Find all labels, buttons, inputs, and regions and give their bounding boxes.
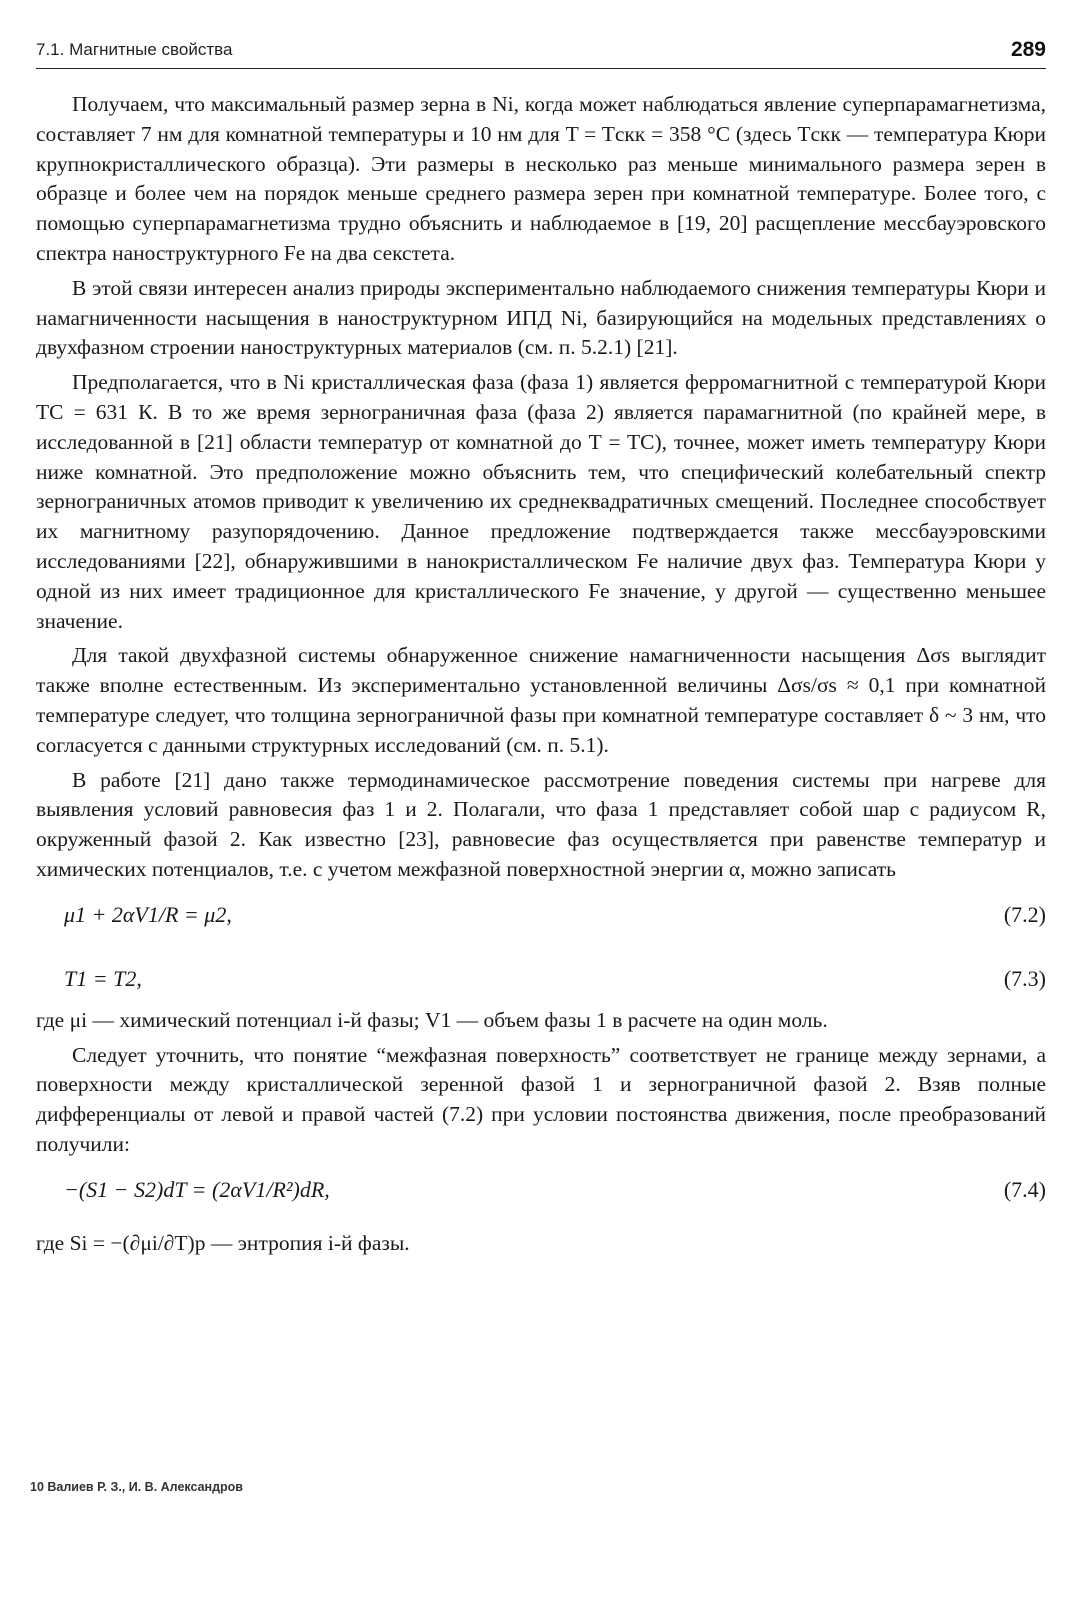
equation-number: (7.2) (1003, 901, 1046, 927)
section-title: 7.1. Магнитные свойства (36, 40, 233, 59)
paragraph: Следует уточнить, что понятие “межфазная поверхность” соответствует не границе между зернами, а поверхности между кристаллической зеренной фазой 1 и зернограничной фазой 2. Взяв полные дифференциалы от левой и правой частей (7.2) при условии постоянства движения, после преобразований получили: (36, 1042, 1046, 1156)
equation-formula: μ1 + 2αV1/R = μ2, (64, 901, 232, 927)
paragraph: В работе [21] дано также термодинамическое рассмотрение поведения системы при нагреве для выявления условий равновесия фаз 1 и 2. Полагали, что фаза 1 представляет собой шар с радиусом R, окруженный фазой 2. Как известно [23], равновесие фаз осуществляется при равенстве температур и химических потенциалов, т.е. с учетом межфазной поверхностной энергии α, можно записать (36, 767, 1046, 881)
body-text (36, 90, 1046, 1264)
equation-7-4 (36, 1165, 1046, 1229)
equation-formula: T1 = T2, (64, 965, 142, 991)
paragraph: Предполагается, что в Ni кристаллическая фаза (фаза 1) является ферромагнитной с температурой Кюри TC = 631 К. В то же время зернограничная фаза (фаза 2) является парамагнитной (по крайней мере, в исследованной в [21] области температур от комнатной до T = TC), точнее, может иметь температуру Кюри ниже комнатной. Это предположение можно объяснить тем, что специфический колебательный спектр зернограничных атомов приводит к увеличению их среднеквадратичных смещений. Последнее способствует их магнитному разупорядочению. Данное предложение подтверждается также мессбауэровскими исследованиями [22], обнаружившими в нанокристаллическом Fe наличие двух фаз. Температура Кюри у одной из них имеет традиционное для кристаллического Fe значение, у другой — существенно меньшее значение. (36, 370, 1046, 633)
equation-explanation: где μi — химический потенциал i-й фазы; V1 — объем фазы 1 в расчете на один моль. (36, 1007, 828, 1032)
signature-footer: 10 Валиев Р. З., И. В. Александров (30, 1480, 243, 1494)
paragraph: В этой связи интересен анализ природы экспериментально наблюдаемого снижения температуры Кюри и намагниченности насыщения в наноструктурном ИПД Ni, базирующийся на модельных представлениях о двухфазном строении наноструктурных материалов (см. п. 5.2.1) [21]. (36, 275, 1046, 360)
equation-number: (7.3) (1003, 965, 1046, 991)
equation-number: (7.4) (1003, 1176, 1046, 1202)
equation-explanation: где Si = −(∂μi/∂T)p — энтропия i-й фазы. (36, 1230, 410, 1255)
running-head (36, 34, 1046, 69)
paragraph: Получаем, что максимальный размер зерна в Ni, когда может наблюдаться явление суперпарамагнетизма, составляет 7 нм для комнатной температуры и 10 нм для T = Tскк = 358 °C (здесь Tскк — температура Кюри крупнокристаллического образца). Эти размеры в несколько раз меньше минимального размера зерен в образце и более чем на порядок меньше среднего размера зерен при комнатной температуре. Более того, с помощью суперпарамагнетизма трудно объяснить и наблюдаемое в [19, 20] расщепление мессбауэровского спектра наноструктурного Fe на два секстета. (36, 92, 1046, 265)
equation-formula: −(S1 − S2)dT = (2αV1/R²)dR, (64, 1176, 330, 1202)
equation-7-3 (36, 954, 1046, 1006)
page-number: 289 (1010, 38, 1046, 61)
equation-7-2 (36, 890, 1046, 954)
paragraph: Для такой двухфазной системы обнаруженное снижение намагниченности насыщения Δσs выглядит также вполне естественным. Из экспериментально установленной величины Δσs/σs ≈ 0,1 при комнатной температуре следует, что толщина зернограничной фазы при комнатной температуре составляет δ ~ 3 нм, что согласуется с данными структурных исследований (см. п. 5.1). (36, 643, 1046, 757)
